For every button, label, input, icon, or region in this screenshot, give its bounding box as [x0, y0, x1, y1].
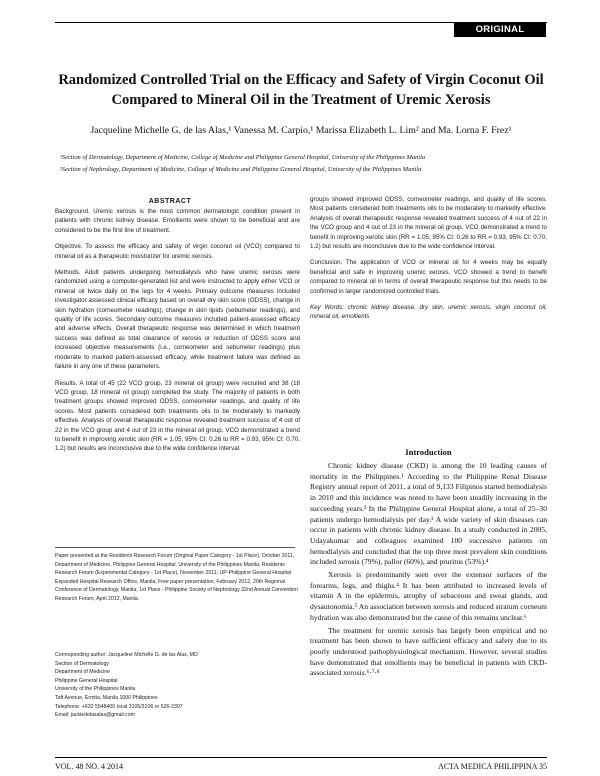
abstract-results: Results. A total of 45 (22 VCO group, 23 mineral oil group) were recruited and 38 (18 VCO group, 18 mineral oil group) completed the study. The majority of patients in both treatment groups showed improved ODSS, corneometer readings, and quality of life scores. Most patients considered both treatments oils to be moderately to markedly effective. Analysis of overall therapeutic response revealed treatment success of 4 out of 22 in the VCO group and 4 out of 23 in the mineral oil group. VCO demonstrated a trend to benefit in improving xerotic skin (RR = 1.05; 95% CI: 0.26 to RR = 0.93, 95% CI: 0.70, 1.2) but results are inconclusive due to the wide confidence interval.	[55, 379, 300, 453]
article-title: Randomized Controlled Trial on the Efficacy and Safety of Virgin Coconut Oil Compared to Mineral Oil in the Treatment of Uremic Xerosis	[58, 72, 544, 108]
correspondence-line: Philippine General Hospital	[55, 677, 118, 684]
correspondence-line: Telephone: +632 5548400 local 3105/3106 or 526-2397	[55, 703, 183, 710]
abstract-conclusion: Conclusion. The application of VCO or mineral oil for 4 weeks may be equally beneficial and safe in improving uremic xerosis. VCO showed a trend to benefit compared to mineral oil in terms of overall therapeutic response but this needs to be confirmed in larger randomized controlled trials.	[310, 259, 547, 295]
journal-page: ACTA MEDICA PHILIPPINA 35	[438, 762, 547, 771]
abstract-heading: ABSTRACT	[148, 198, 192, 205]
affiliations	[60, 152, 550, 176]
article-type-label: ORIGINAL ARTICLE	[454, 22, 546, 37]
affiliation-1: ¹Section of Dermatology, Department of Medicine, College of Medicine and Philippine General Hospital, University of the Philippines Manila	[60, 154, 426, 161]
introduction-body	[310, 461, 547, 681]
abstract-methods: Methods. Adult patients undergoing hemodialysis who have uremic xerosis were randomized using a computer-generated list and were instructed to apply either VCO or mineral oil twice daily on the legs for 4 weeks. Primary outcome measures included investigator assessed clinical efficacy based on overall dry skin score (ODSS), change in skin hydration (corneometer readings), change in skin lipids (sebumeter readings), and quality of life scores. Secondary outcome measures included patient-assessed efficacy and adverse effects. Overall therapeutic response was determined in which treatment success was defined as total clearance of xerosis or reduction of ODSS score and increased objective measurements (i.e., corneometer and sebumeter readings) plus moderate to marked patient-assessed efficacy, while treatment failure was defined as failure in any one of these parameters.	[55, 269, 300, 371]
volume-issue: VOL. 48 NO. 4 2014	[55, 762, 123, 771]
affiliation-2: ²Section of Nephrology, Department of Medicine, College of Medicine and Philippine General Hospital, University of the Philippines Manila	[60, 166, 422, 173]
correspondence-line: Department of Medicine	[55, 669, 111, 676]
intro-paragraph-3: The treatment for uremic xerosis has largely been empirical and no treatment has been shown to have sufficient efficacy and safety due to its poorly understood pathophysiological mechanism. However, several studies have demonstrated that emollients may be beneficial in patients with CKD-associated xerosis.⁶·⁷·⁸	[310, 625, 547, 678]
abstract-results-continued: groups showed improved ODSS, corneometer readings, and quality of life scores. Most patients considered both treatments oils to be moderately to markedly effective. Analysis of overall therapeutic response revealed treatment success of 4 out of 22 in the VCO group and 4 out of 23 in the mineral oil group. VCO demonstrated a trend to benefit in improving xerotic skin (RR = 1.05; 95% CI: 0.26 to RR = 0.93, 95% CI: 0.70, 1.2) but results are inconclusive due to the wide confidence interval.	[310, 196, 547, 251]
correspondence-line: Corresponding author: Jacqueline Michelle G. de las Alas, MD	[55, 652, 198, 658]
footer-rule	[55, 757, 547, 758]
intro-paragraph-2: Xerosis is predominantly seen over the extensor surfaces of the forearms, legs, and thighs.⁴ It has been attributed to increased levels of vitamin A in the epidermis, atrophy of sebaceous and sweat glands, and dysautonomia.⁵ An association between xerosis and reduced stratum corneum hydration was also demonstrated but the cause of this remains unclear.⁶	[310, 570, 547, 622]
introduction-heading: Introduction	[405, 447, 452, 457]
abstract-keywords: Key Words: chronic kidney disease, dry skin, uremic xerosis, virgin coconut oil, mineral oil, emollients	[310, 304, 547, 321]
intro-paragraph-1: Chronic kidney disease (CKD) is among the 10 leading causes of mortality in the Philippines.¹ According to the Philippine Renal Disease Registry annual report of 2011, a total of 9,133 Filipinos started hemodialysis in 2010 and this incidence was noted to have been steadily increasing in the succeeding years.² In the Philippine General Hospital alone, a total of 25–30 patients undergo hemodialysis per day.³ A wide variety of skin diseases can occur in patients with chronic kidney disease. In a study conducted in 2005, Udayakumar and colleagues examined 100 successive patients on hemodialysis and concluded that the top three most prevalent skin conditions included xerosis (79%), pallor (60%), and pruritus (53%).⁴	[310, 461, 547, 567]
correspondence-email[interactable]: Email: jackiedelasalas@gmail.com	[55, 712, 135, 719]
abstract-objective: Objective. To assess the efficacy and safety of virgin coconut oil (VCO) compared to mineral oil as a therapeutic moisturizer for uremic xerosis.	[55, 243, 300, 260]
correspondence-line: Section of Dermatology	[55, 660, 109, 667]
abstract-right-column	[310, 195, 547, 329]
abstract-left-column	[55, 207, 300, 453]
abstract-background: Background. Uremic xerosis is the most common dermatologic condition present in patients with chronic kidney disease. Emollients were shown to be beneficial and are considered to be the first line of treatment.	[55, 208, 300, 234]
correspondence-line: Taft Avenue, Ermita, Manila 1000 Philippines	[55, 694, 158, 701]
correspondence-line: University of the Philippines Manila	[55, 686, 136, 693]
author-list: Jacqueline Michelle G. de las Alas,¹ Vanessa M. Carpio,¹ Marissa Elizabeth L. Lim² and Ma. Lorna F. Frez¹	[90, 125, 512, 136]
correspondence-block	[55, 651, 300, 720]
footnote-rule	[55, 547, 295, 548]
presentation-note: Paper presented at the Residents Research Forum (Original Paper Category - 1st Place), October 2011, Department of Medicine, Philippine General Hospital, University of the Philippines Manila; Residents Research Forum (Experimental Category - 1st Place), November 2011; UP-Philippine General Hospital Expanded Hospital Research Office, Manila; Free paper presentation, February 2012, 20th Regional Conference of Dermatology, Manila; 1st Place - Philippine Society of Nephrology 32nd Annual Convention Research Forum, April 2012, Manila.	[55, 553, 298, 602]
